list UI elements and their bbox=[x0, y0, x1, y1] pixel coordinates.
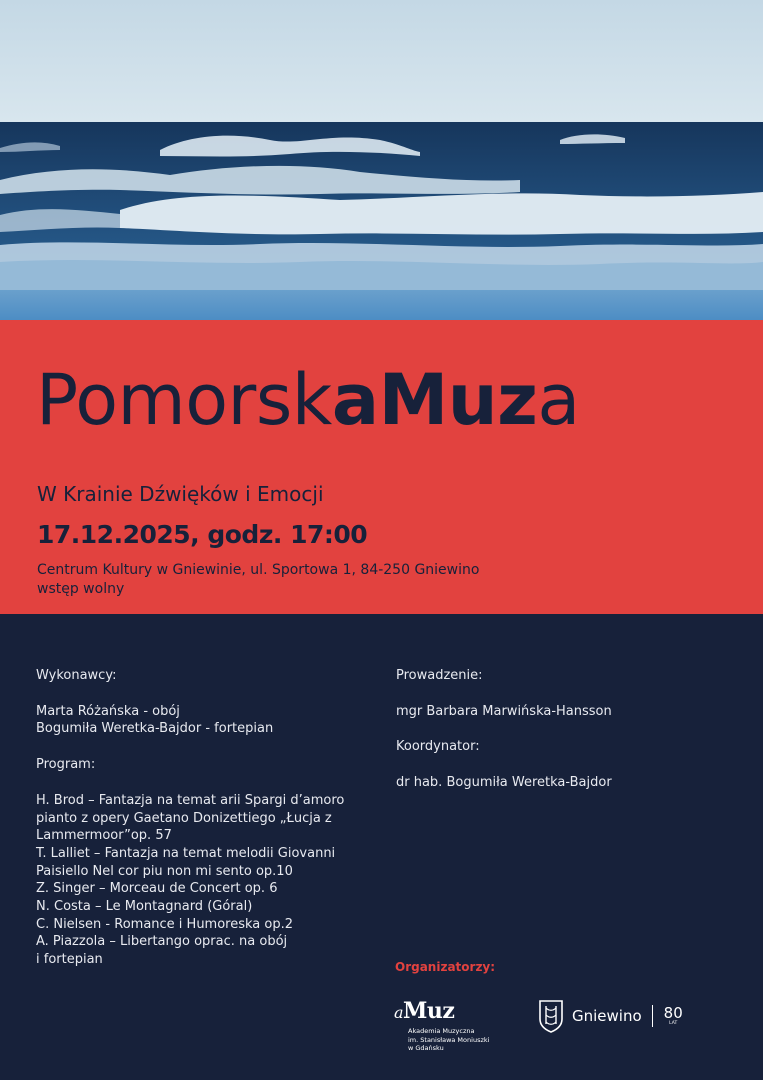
gniewino-name: Gniewino bbox=[572, 1007, 642, 1025]
program-line: A. Piazzola – Libertango oprac. na obój bbox=[36, 934, 288, 950]
amuz-line: im. Stanisława Moniuszki bbox=[408, 1035, 490, 1044]
performers-heading: Wykonawcy: bbox=[36, 668, 117, 683]
performer-item: Bogumiła Weretka-Bajdor - fortepian bbox=[36, 721, 274, 737]
program-line: Lammermoor”op. 57 bbox=[36, 828, 172, 844]
title-part-light-end: a bbox=[537, 359, 580, 441]
amuz-institution bbox=[408, 1027, 489, 1053]
host-heading: Prowadzenie: bbox=[396, 668, 483, 683]
logo-divider bbox=[652, 1005, 653, 1027]
anniversary-label: LAT bbox=[669, 1020, 678, 1026]
program-line: Paisiello Nel cor piu non mi sento op.10 bbox=[36, 863, 293, 879]
program-line: Z. Singer – Morceau de Concert op. 6 bbox=[36, 881, 278, 897]
program-heading: Program: bbox=[36, 757, 96, 773]
organisation-column bbox=[396, 667, 726, 792]
organizers-label: Organizatorzy: bbox=[395, 960, 496, 974]
amuz-logo bbox=[394, 1000, 489, 1053]
program-line: i fortepian bbox=[36, 952, 103, 968]
anniversary-number: 80 bbox=[663, 1003, 683, 1022]
event-venue bbox=[37, 561, 479, 599]
title-part-light: Pomorsk bbox=[36, 359, 332, 441]
performers-column bbox=[36, 667, 366, 969]
program-line: C. Nielsen - Romance i Humoreska op.2 bbox=[36, 916, 294, 932]
event-date: 17.12.2025, godz. 17:00 bbox=[37, 520, 368, 549]
program-line: N. Costa – Le Montagnard (Góral) bbox=[36, 899, 253, 915]
event-subtitle: W Krainie Dźwięków i Emocji bbox=[37, 482, 324, 506]
performer-item: Marta Różańska - obój bbox=[36, 703, 180, 719]
amuz-wordmark bbox=[394, 1000, 489, 1024]
coordinator-name: dr hab. Bogumiła Weretka-Bajdor bbox=[396, 775, 612, 791]
host-name: mgr Barbara Marwińska-Hansson bbox=[396, 703, 612, 719]
anniversary-badge bbox=[663, 1003, 683, 1027]
program-line: pianto z opery Gaetano Donizettiego „Łucja z bbox=[36, 810, 332, 826]
program-line: T. Lalliet – Fantazja na temat melodii Giovanni bbox=[36, 845, 336, 861]
amuz-line: Akademia Muzyczna bbox=[408, 1027, 475, 1035]
venue-entry: wstęp wolny bbox=[37, 581, 125, 597]
sea-photo bbox=[0, 0, 763, 320]
venue-address: Centrum Kultury w Gniewinie, ul. Sportowa 1, 84-250 Gniewino bbox=[37, 562, 480, 578]
title-part-bold: aMuz bbox=[331, 359, 538, 441]
amuz-line: w Gdańsku bbox=[408, 1044, 444, 1052]
program-line: H. Brod – Fantazja na temat arii Spargi d’amoro bbox=[36, 792, 345, 808]
gniewino-crest-icon bbox=[538, 999, 564, 1033]
gniewino-logo bbox=[538, 999, 683, 1033]
amuz-wordmark-main: Muz bbox=[403, 998, 455, 1024]
amuz-wordmark-a: a bbox=[394, 1003, 404, 1022]
coordinator-heading: Koordynator: bbox=[396, 739, 480, 755]
event-title bbox=[36, 355, 580, 445]
